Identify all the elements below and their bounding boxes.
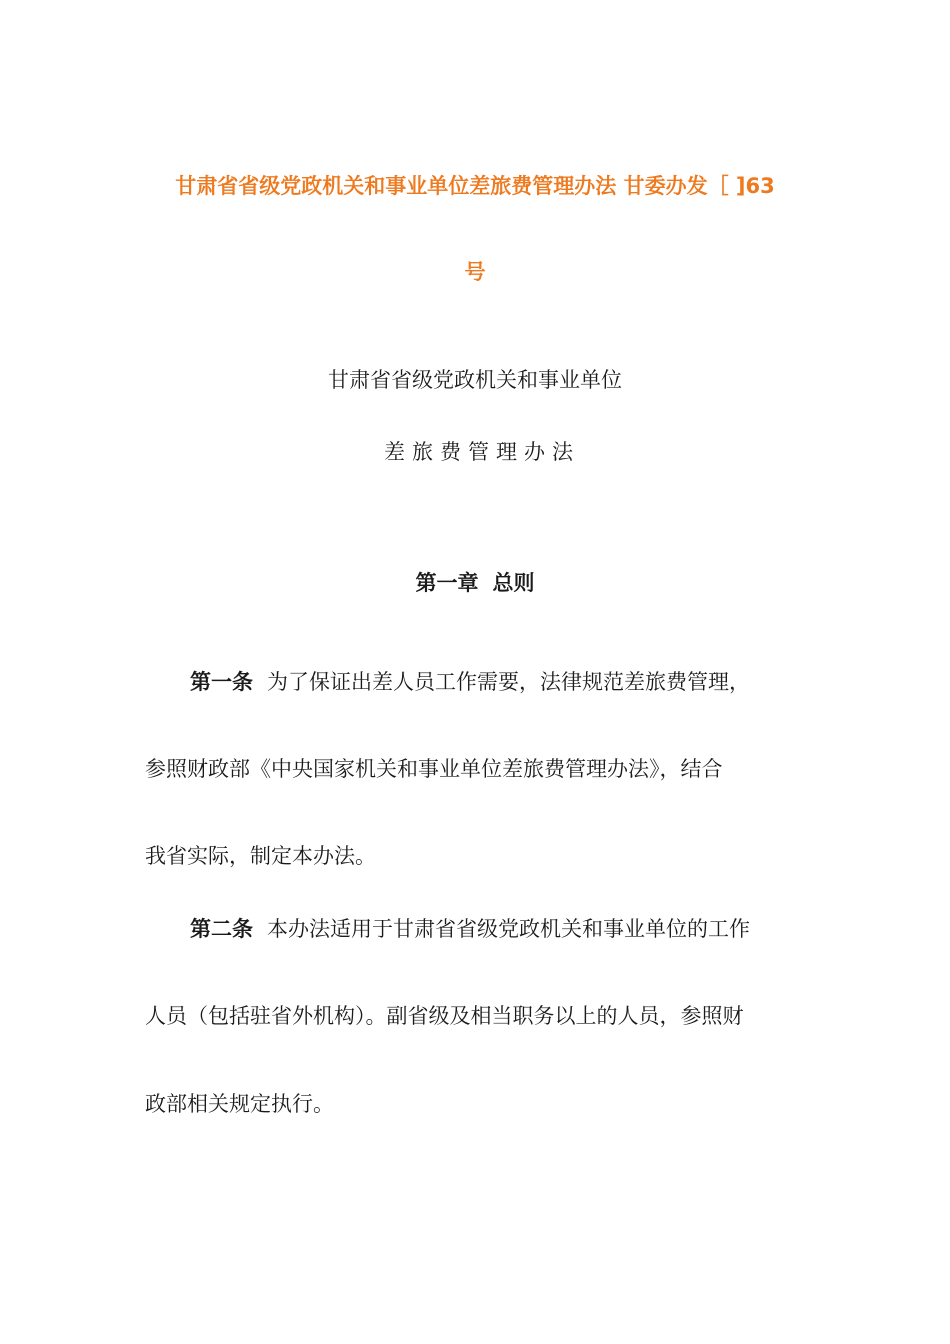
subtitle-line-2: 差旅费管理办法	[384, 440, 580, 464]
article-2-line-2: 人员（包括驻省外机构）。副省级及相当职务以上的人员，参照财	[145, 1004, 744, 1028]
article-1-line-2: 参照财政部《中央国家机关和事业单位差旅费管理办法》，结合	[145, 757, 723, 781]
article-2-line-1	[190, 915, 750, 943]
document-title-line-2: 号	[464, 260, 486, 284]
article-2-line-3: 政部相关规定执行。	[145, 1092, 334, 1116]
document-title-line-1: 甘肃省省级党政机关和事业单位差旅费管理办法 甘委办发［ ]63	[175, 174, 775, 198]
chapter-number: 第一章	[415, 571, 479, 595]
article-1-text-1: 为了保证出差人员工作需要，法律规范差旅费管理，	[267, 670, 750, 694]
article-1-line-1	[190, 668, 750, 696]
article-2-text-1: 本办法适用于甘肃省省级党政机关和事业单位的工作	[267, 917, 750, 941]
chapter-heading	[0, 569, 950, 597]
article-1-label: 第一条	[190, 670, 253, 694]
article-2-label: 第二条	[190, 917, 253, 941]
chapter-name: 总则	[492, 571, 535, 595]
article-1-line-3: 我省实际，制定本办法。	[145, 844, 376, 868]
subtitle-line-1: 甘肃省省级党政机关和事业单位	[328, 368, 622, 392]
